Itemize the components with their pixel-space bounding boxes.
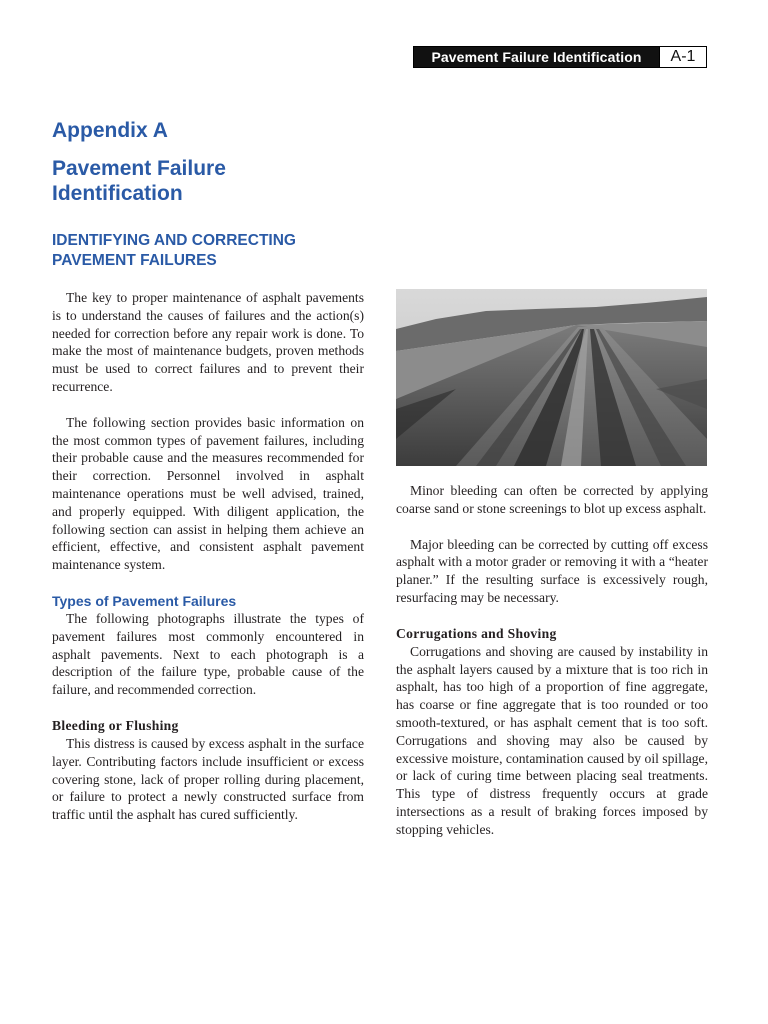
types-paragraph: The following photographs illustrate the types of pavement failures most commonly encountered in asphalt pavements. Next to each photograph is a description of the failure type, probable cause of the failure, and recommended correction. [52, 610, 364, 698]
appendix-title-line1: Pavement Failure [52, 157, 226, 180]
overview-paragraph: The following section provides basic information on the most common types of pavement failures, including their probable cause and the measures recommended for their correction. Personnel involved in asphalt maintenance operations must be well advised, trained, and properly equipped. With diligent application, the following section can assist in helping them achieve an efficient, effective, and consistent asphalt pavement maintenance system. [52, 414, 364, 573]
appendix-title-line2: Identification [52, 182, 183, 205]
corrugations-heading: Corrugations and Shoving [396, 625, 557, 641]
section-heading-line1: IDENTIFYING AND CORRECTING [52, 232, 296, 249]
bleeding-heading: Bleeding or Flushing [52, 717, 179, 733]
section-heading [52, 231, 382, 271]
left-column [52, 289, 364, 824]
major-bleeding-paragraph: Major bleeding can be corrected by cutting off excess asphalt with a motor grader or removing it with a “heater planer.” If the resulting surface is excessively rough, resurfacing may be necessary. [396, 536, 708, 605]
running-header [413, 46, 707, 68]
types-heading: Types of Pavement Failures [52, 592, 237, 609]
right-column [396, 482, 708, 839]
minor-bleeding-paragraph: Minor bleeding can often be corrected by applying coarse sand or stone screenings to blot up excess asphalt. [396, 483, 708, 516]
bleeding-paragraph: This distress is caused by excess asphalt in the surface layer. Contributing factors include insufficient or excess covering stone, lack of proper rolling during placement, or failure to protect a newly constructed surface from traffic until the asphalt has cured sufficiently. [52, 735, 364, 823]
corrugations-paragraph: Corrugations and shoving are caused by instability in the asphalt layers caused by a mixture that is too rich in asphalt, has too high of a proportion of fine aggregate, has coarse or fine aggregate that is too rounded or too smooth-textured, or has asphalt cement that is too soft. Corrugations and shoving may also be caused by excessive moisture, contamination caused by oil spillage, or lack of curing time between placing seal treatments. This type of distress frequently occurs at grade intersections as a result of braking forces imposed by stopping vehicles. [396, 643, 708, 837]
running-header-title: Pavement Failure Identification [414, 47, 659, 67]
appendix-label: Appendix A [52, 119, 168, 142]
intro-paragraph: The key to proper maintenance of asphalt pavements is to understand the causes of failures and the action(s) needed for correction before any repair work is done. To make the most of maintenance budgets, proven methods must be used to correct failures and to prevent their recurrence. [52, 290, 364, 394]
bleeding-pavement-photo [396, 289, 707, 466]
section-heading-line2: PAVEMENT FAILURES [52, 252, 217, 269]
appendix-title [52, 156, 382, 206]
page-number: A-1 [659, 47, 706, 67]
